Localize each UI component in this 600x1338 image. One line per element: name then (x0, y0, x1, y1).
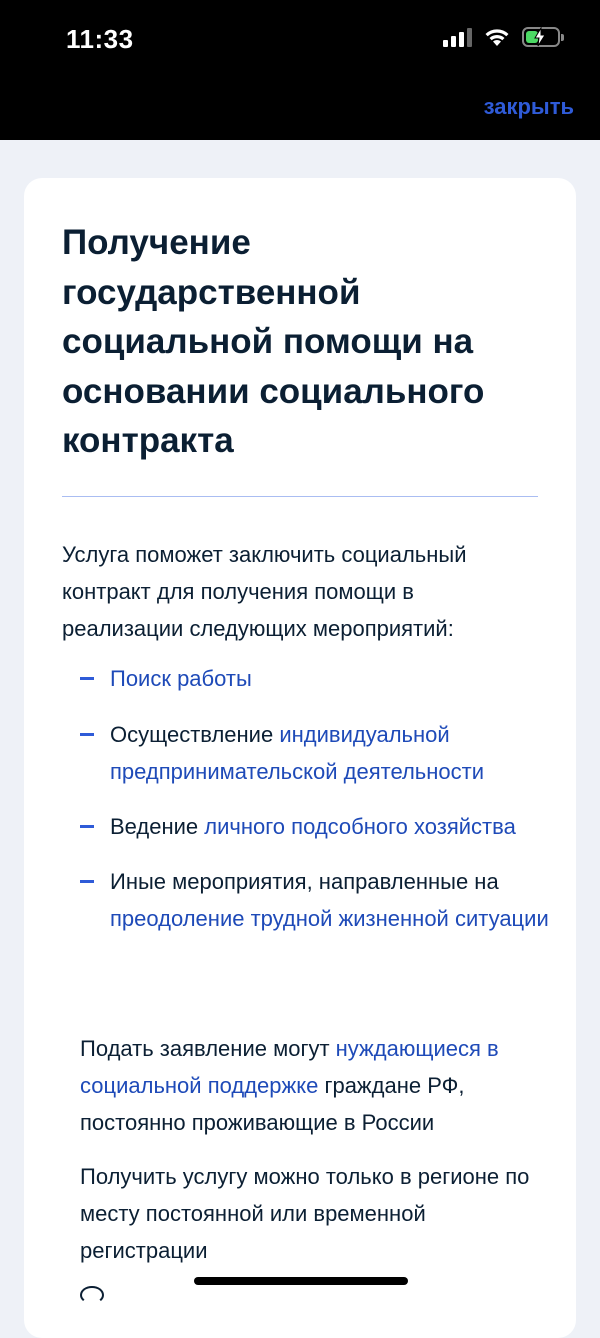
home-indicator[interactable] (194, 1277, 408, 1285)
list-item (80, 863, 550, 937)
list-item (80, 808, 550, 845)
page-title: Получение государственной социальной помощи на основании социального контракта (62, 223, 485, 460)
hardship-link[interactable]: преодоление трудной жизненной ситуации (110, 906, 549, 931)
status-time: 11:33 (66, 24, 134, 54)
measures-list (80, 660, 550, 937)
list-item-text: Ведение (110, 814, 205, 839)
list-item (80, 660, 550, 697)
list-item-text: Иные мероприятия, направленные на (110, 869, 499, 894)
cellular-signal-icon (443, 27, 472, 47)
dash-icon (80, 733, 94, 736)
dash-icon (80, 825, 94, 828)
service-card (24, 178, 576, 1338)
region-note: Получить услугу можно только в регионе по месту постоянной или временной регистрации (80, 1164, 530, 1263)
status-bar (0, 0, 600, 140)
divider (62, 496, 538, 497)
list-item-text: Осуществление (110, 722, 280, 747)
wifi-icon (484, 27, 510, 47)
list-item (80, 716, 550, 790)
dash-icon (80, 677, 94, 680)
eligibility-before: Подать заявление могут (80, 1036, 336, 1061)
eligibility-after: граждане РФ, постоянно проживающие в России (80, 1073, 465, 1135)
intro-text: Услуга поможет заключить социальный контракт для получения помощи в реализации следующих мероприятий: (62, 542, 467, 641)
social-support-link[interactable]: нуждающиеся в социальной поддержке (80, 1036, 499, 1098)
dash-icon (80, 880, 94, 883)
job-search-link[interactable]: Поиск работы (110, 666, 252, 691)
status-icons (443, 27, 560, 47)
entrepreneurship-link[interactable]: индивидуальной предпринимательской деятельности (110, 722, 484, 784)
eligibility-text (80, 1030, 550, 1141)
close-link[interactable]: закрыть (483, 94, 574, 119)
battery-icon (522, 27, 560, 47)
household-link[interactable]: личного подсобного хозяйства (204, 814, 516, 839)
info-icon (80, 1286, 104, 1304)
